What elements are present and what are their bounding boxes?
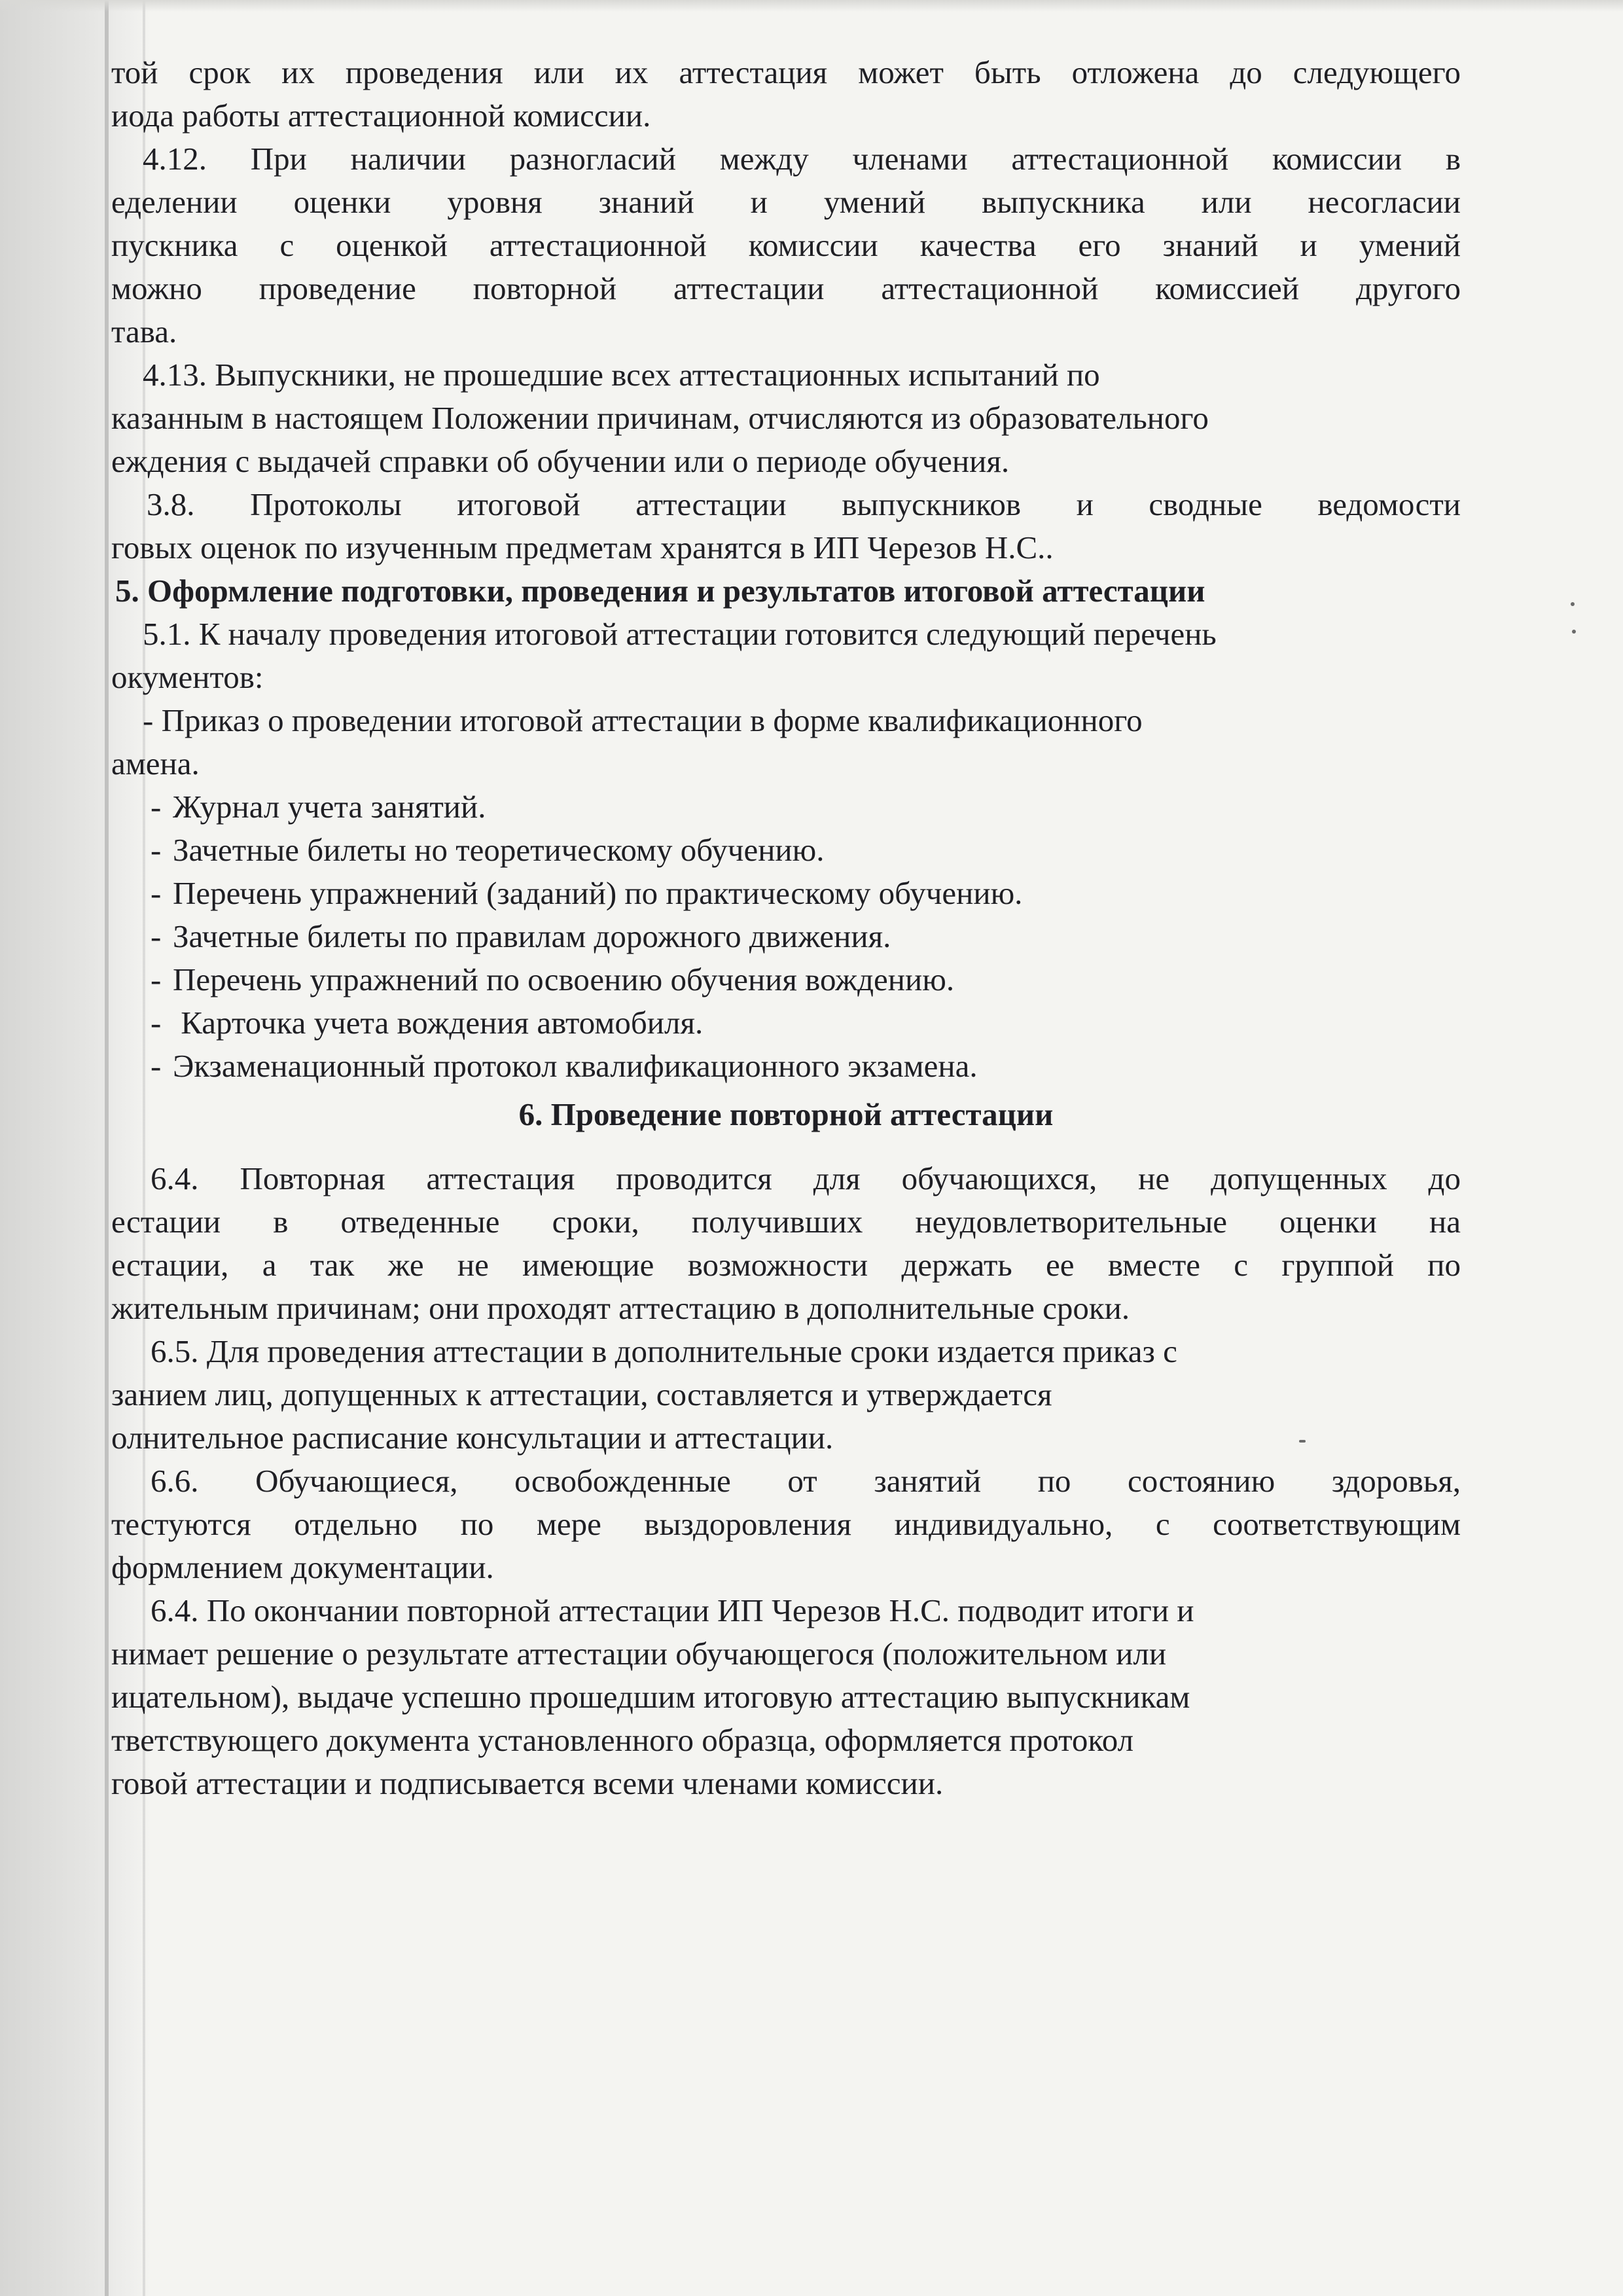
list-item bbox=[111, 958, 1461, 1001]
scan-speck bbox=[1571, 602, 1575, 606]
text-line: тава. bbox=[111, 314, 177, 350]
list-dash: - bbox=[151, 961, 162, 997]
list-item-text: Журнал учета занятий. bbox=[173, 789, 486, 825]
list-dash: - bbox=[151, 789, 162, 825]
text-line: - Приказ о проведении итоговой аттестации в форме квалификационного bbox=[143, 702, 1143, 738]
section-5-heading: 5. Оформление подготовки, проведения и результатов итоговой аттестации bbox=[115, 573, 1205, 609]
scan-speck bbox=[1572, 630, 1576, 634]
text-line: той срок их проведения или их аттестация может быть отложена до следующего bbox=[111, 54, 1461, 90]
text-line: формлением документации. bbox=[111, 1549, 494, 1585]
list-item bbox=[111, 872, 1461, 915]
list-item-text: Зачетные билеты но теоретическому обучению. bbox=[173, 832, 825, 868]
text-line: пускника с оценкой аттестационной комиссии качества его знаний и умений bbox=[111, 227, 1461, 263]
text-line: окументов: bbox=[111, 659, 264, 695]
text-line: говой аттестации и подписывается всеми членами комиссии. bbox=[111, 1765, 944, 1801]
paragraph-4-12 bbox=[111, 137, 1461, 353]
text-line: казанным в настоящем Положении причинам, отчисляются из образовательного bbox=[111, 400, 1209, 436]
list-dash: - bbox=[151, 1048, 162, 1084]
list-item bbox=[111, 829, 1461, 872]
document-page bbox=[111, 51, 1461, 1805]
list-dash: - bbox=[151, 918, 162, 954]
text-line: еждения с выдачей справки об обучении или о периоде обучения. bbox=[111, 443, 1010, 479]
paragraph-6-4a bbox=[111, 1157, 1461, 1330]
text-line: естации в отведенные сроки, получивших неудовлетворительные оценки на bbox=[111, 1204, 1461, 1240]
list-item-text: Перечень упражнений (заданий) по практическому обучению. bbox=[173, 875, 1023, 911]
scan-page-edge bbox=[105, 0, 109, 2296]
list-item-text: Зачетные билеты по правилам дорожного движения. bbox=[173, 918, 891, 954]
text-line: 4.13. Выпускники, не прошедшие всех аттестационных испытаний по bbox=[143, 357, 1100, 393]
text-line: ицательном), выдаче успешно прошедшим итоговую аттестацию выпускникам bbox=[111, 1679, 1190, 1715]
list-dash: - bbox=[151, 1005, 162, 1041]
text-line: нимает решение о результате аттестации обучающегося (положительном или bbox=[111, 1636, 1167, 1672]
text-line: занием лиц, допущенных к аттестации, составляется и утверждается bbox=[111, 1376, 1052, 1412]
paragraph-3-8 bbox=[111, 483, 1461, 569]
list-item bbox=[111, 915, 1461, 958]
text-line: иода работы аттестационной комиссии. bbox=[111, 98, 651, 134]
paragraph-4-13 bbox=[111, 353, 1461, 483]
paragraph-5-1 bbox=[111, 613, 1461, 699]
list-item bbox=[111, 1045, 1461, 1088]
paragraph-6-5 bbox=[111, 1330, 1461, 1460]
text-line: можно проведение повторной аттестации аттестационной комиссией другого bbox=[111, 270, 1461, 306]
text-line: 4.12. При наличии разногласий между членами аттестационной комиссии в bbox=[143, 141, 1461, 177]
paragraph-4-11-tail bbox=[111, 51, 1461, 137]
text-line: еделении оценки уровня знаний и умений выпускника или несогласии bbox=[111, 184, 1461, 220]
text-line: 5.1. К началу проведения итоговой аттестации готовится следующий перечень bbox=[143, 616, 1217, 652]
list-dash: - bbox=[151, 832, 162, 868]
text-line: амена. bbox=[111, 745, 200, 781]
text-line: тестуются отдельно по мере выздоровления индивидуально, с соответствующим bbox=[111, 1506, 1461, 1542]
paragraph-6-6 bbox=[111, 1460, 1461, 1589]
scan-top-shadow bbox=[0, 0, 1623, 12]
list-item-text: Карточка учета вождения автомобиля. bbox=[173, 1005, 704, 1041]
order-item bbox=[111, 699, 1461, 785]
text-line: 6.5. Для проведения аттестации в дополнительные сроки издается приказ с bbox=[151, 1333, 1177, 1369]
text-line: 6.6. Обучающиеся, освобожденные от занятий по состоянию здоровья, bbox=[151, 1463, 1461, 1499]
document-list bbox=[111, 785, 1461, 1088]
list-item-text: Перечень упражнений по освоению обучения вождению. bbox=[173, 961, 955, 997]
text-line: 3.8. Протоколы итоговой аттестации выпускников и сводные ведомости bbox=[147, 486, 1461, 522]
text-line: 6.4. Повторная аттестация проводится для обучающихся, не допущенных до bbox=[151, 1160, 1461, 1196]
list-item bbox=[111, 1001, 1461, 1045]
text-line: жительным причинам; они проходят аттестацию в дополнительные сроки. bbox=[111, 1290, 1130, 1326]
list-dash: - bbox=[151, 875, 162, 911]
text-line: тветствующего документа установленного образца, оформляется протокол bbox=[111, 1722, 1134, 1758]
list-item bbox=[111, 785, 1461, 829]
paragraph-6-4b bbox=[111, 1589, 1461, 1805]
text-line: говых оценок по изученным предметам хранятся в ИП Черезов Н.С.. bbox=[111, 529, 1054, 565]
section-6-heading: 6. Проведение повторной аттестации bbox=[518, 1096, 1054, 1132]
list-item-text: Экзаменационный протокол квалификационного экзамена. bbox=[173, 1048, 978, 1084]
text-line: олнительное расписание консультации и аттестации. bbox=[111, 1420, 834, 1456]
text-line: 6.4. По окончании повторной аттестации ИП Черезов Н.С. подводит итоги и bbox=[151, 1592, 1194, 1628]
text-line: естации, а так же не имеющие возможности держать ее вместе с группой по bbox=[111, 1247, 1461, 1283]
